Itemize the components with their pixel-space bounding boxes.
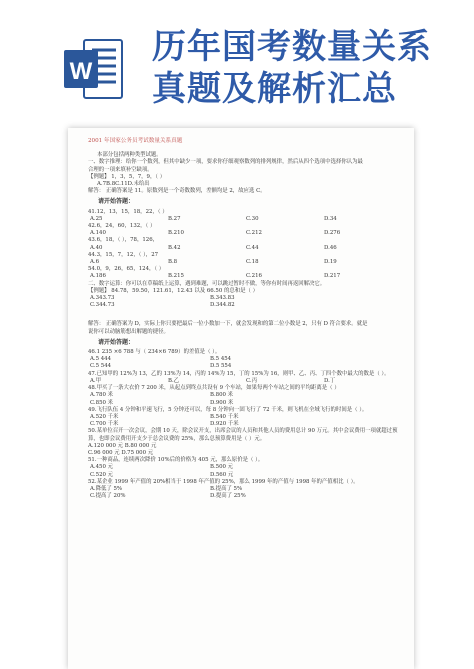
question-44 [88,252,402,266]
option: B.42 [168,244,181,251]
option: D.900 米 [210,399,234,406]
option: B.提高了 5% [210,485,243,492]
section-2-line: 二、数字运算：你可以在草稿纸上运算，遇到难题，可以跳过暂时不做，等你有时间再返回解决它。 [88,280,326,287]
option: B.乙 [168,377,180,384]
example-options [88,302,402,309]
question-49 [88,407,402,429]
option: C.344.73 [90,302,115,309]
option: B.540 千米 [210,413,239,420]
question-options [88,472,402,479]
option: A.520 千米 [90,413,119,420]
question-stem: 48.甲买了一条大衣价 7 200 米，从起点到终点共设有 9 个车站，如果每两个车站之间的平均距离是（ ） [88,385,340,392]
option: C.212 [246,230,262,237]
intro-line: A.7B.8C.11D.未给出 [97,181,150,188]
option: D.丁 [324,377,336,384]
question-43 [88,237,402,251]
question-options [88,414,402,421]
question-stem: 52.某企业 1999 年产值的 20%相当于 1998 年产值的 25%，那么 1999 年的产值与 1998 年的产值相比（ ）。 [88,478,359,485]
option: C.丙 [246,377,258,384]
option: A.5 444 [90,356,112,363]
question-stem: 46.1 235 ×6 788 与（ 234×6 789）的差值是（ ）。 [88,349,221,356]
option: A.40 [90,244,103,251]
question-options [88,356,402,363]
option: A.25 [90,215,103,222]
question-line: 50.某单位召开一次会议，会期 10 天，除会议开支，出席会议的人员和其他人员的费用总计 90 万元。其中会议费用一项就超过预 [88,428,398,435]
question-47 [88,371,402,385]
question-51 [88,457,402,479]
option: C.850 米 [90,399,114,406]
option: D.提高了 25% [210,493,246,500]
option: B.8 [168,259,178,266]
question-options [88,273,402,280]
option: C.700 千米 [90,421,119,428]
document-preview [68,128,414,669]
question-stem: 49.飞行队伍 4 分钟和平速飞行，5 分钟还可以，每 8 分钟向一固飞行了 72 千米，则飞机在全域飞行的时间是（ ）。 [88,406,368,413]
question-42 [88,223,402,237]
option: A.450 元 [90,464,113,471]
option: A.降低了 5% [90,485,123,492]
option: A.140 [90,230,106,237]
question-stem: 47.已知甲的 12%为 13，乙的 13%为 14，丙的 14%为 15，丁的 15%为 16，则甲、乙、丙、丁四个数中最大的数是（ ）。 [88,370,390,377]
option: C.18 [246,259,259,266]
question-stem: 44.3，15，7，12，（ ），27 [88,251,159,258]
option: D.276 [324,230,341,237]
question-54 [88,266,402,280]
word-document-icon [62,36,124,102]
banner [0,0,474,112]
question-stem: 51.一种商品，连续两次降价 10%后的价格为 405 元，那么原价是（ ）。 [88,457,264,464]
answer-line: 解答： 正确答案为 D，实际上你只要把最后一位小数加一下，就会发现和的第二位小数是 2，只有 D 符合要求。就是 [88,321,368,328]
option: D.5 554 [210,363,232,370]
title-line-1: 历年国考数量关系 [152,27,432,67]
option: C.520 元 [90,471,114,478]
option: D.46 [324,244,337,251]
option: A.6 [90,259,100,266]
option: C.30 [246,215,259,222]
word-icon-letter: W [69,58,93,85]
intro-line: 本部分包括两种类型试题。 [97,152,162,159]
title-line-2: 真题及解析汇总 [152,69,397,109]
question-line: A.120 000 元 B.80 000 元 [88,442,157,449]
question-48 [88,385,402,407]
question-options [88,245,402,252]
answer-line: 说你可以动脑筋想出解题的捷径。 [88,328,169,335]
option: B.215 [168,273,184,280]
option: B.210 [168,230,184,237]
option: D.34 [324,215,337,222]
question-stem: 54.0，9，26，65，124，（ ） [88,266,165,273]
question-46 [88,349,402,371]
start-answer-heading: 请开始答题： [98,338,135,346]
question-line: 算，也即会议费用开支少于总会议费的 25%，那么总预算费用是（ ）元。 [88,435,266,442]
option: C.提高了 20% [90,493,126,500]
option: B.800 米 [210,392,234,399]
option: B.27 [168,215,181,222]
option: A.186 [90,273,106,280]
option: A.780 米 [90,392,113,399]
question-stem: 41.12，13，15，18，22，（ ） [88,208,168,215]
option: B.343.83 [210,295,235,302]
intro-line: 解答： 正确答案是 11。原数列是一个奇数数列，差额均是 2，故应选 C。 [88,188,266,195]
question-options [88,216,402,223]
question-options [88,464,402,471]
question-stem: 42.6，24，60，132，（ ） [88,223,156,230]
option: C.44 [246,244,259,251]
question-50 [88,428,402,457]
section-2-line: 【例题】 84.78，59.50，121.61，12.43 以及 66.50 的总和是（ ） [88,287,259,294]
question-line: C.96 000 元 D.75 000 元 [88,449,154,456]
question-52 [88,479,402,501]
option: D.344.82 [210,302,235,309]
question-options [88,363,402,370]
option: C.216 [246,273,262,280]
option: A.甲 [90,377,101,384]
question-options [88,392,402,399]
intro-line: 【例题】 1，3，5，7，9，（ ） [88,173,166,180]
question-options [88,400,402,407]
start-answer-heading: 请开始答题： [98,198,135,206]
document-content [88,138,402,500]
option: B.5 454 [210,356,232,363]
option: D.19 [324,259,337,266]
question-options [88,493,402,500]
option: D.560 元 [210,471,234,478]
option: A.343.73 [90,295,115,302]
option: C.5 544 [90,363,112,370]
option: D.920 千米 [210,421,239,428]
question-41 [88,209,402,223]
intro-line: 一、数字推理：给你一个数列，但其中缺少一项，要求你仔细观察数列的排列规律，然后从四个选项中选择你认为最 [88,159,363,166]
question-stem: 43.6，18，（ ），78，126， [88,237,159,244]
page-title [152,26,462,110]
intro-line: 合理的一项来填补空缺项。 [88,166,153,173]
document-heading: 2001 年国家公务员考试数量关系真题 [88,138,183,144]
option: B.500 元 [210,464,234,471]
option: D.217 [324,273,341,280]
question-options [88,378,402,385]
example-options [88,295,402,302]
